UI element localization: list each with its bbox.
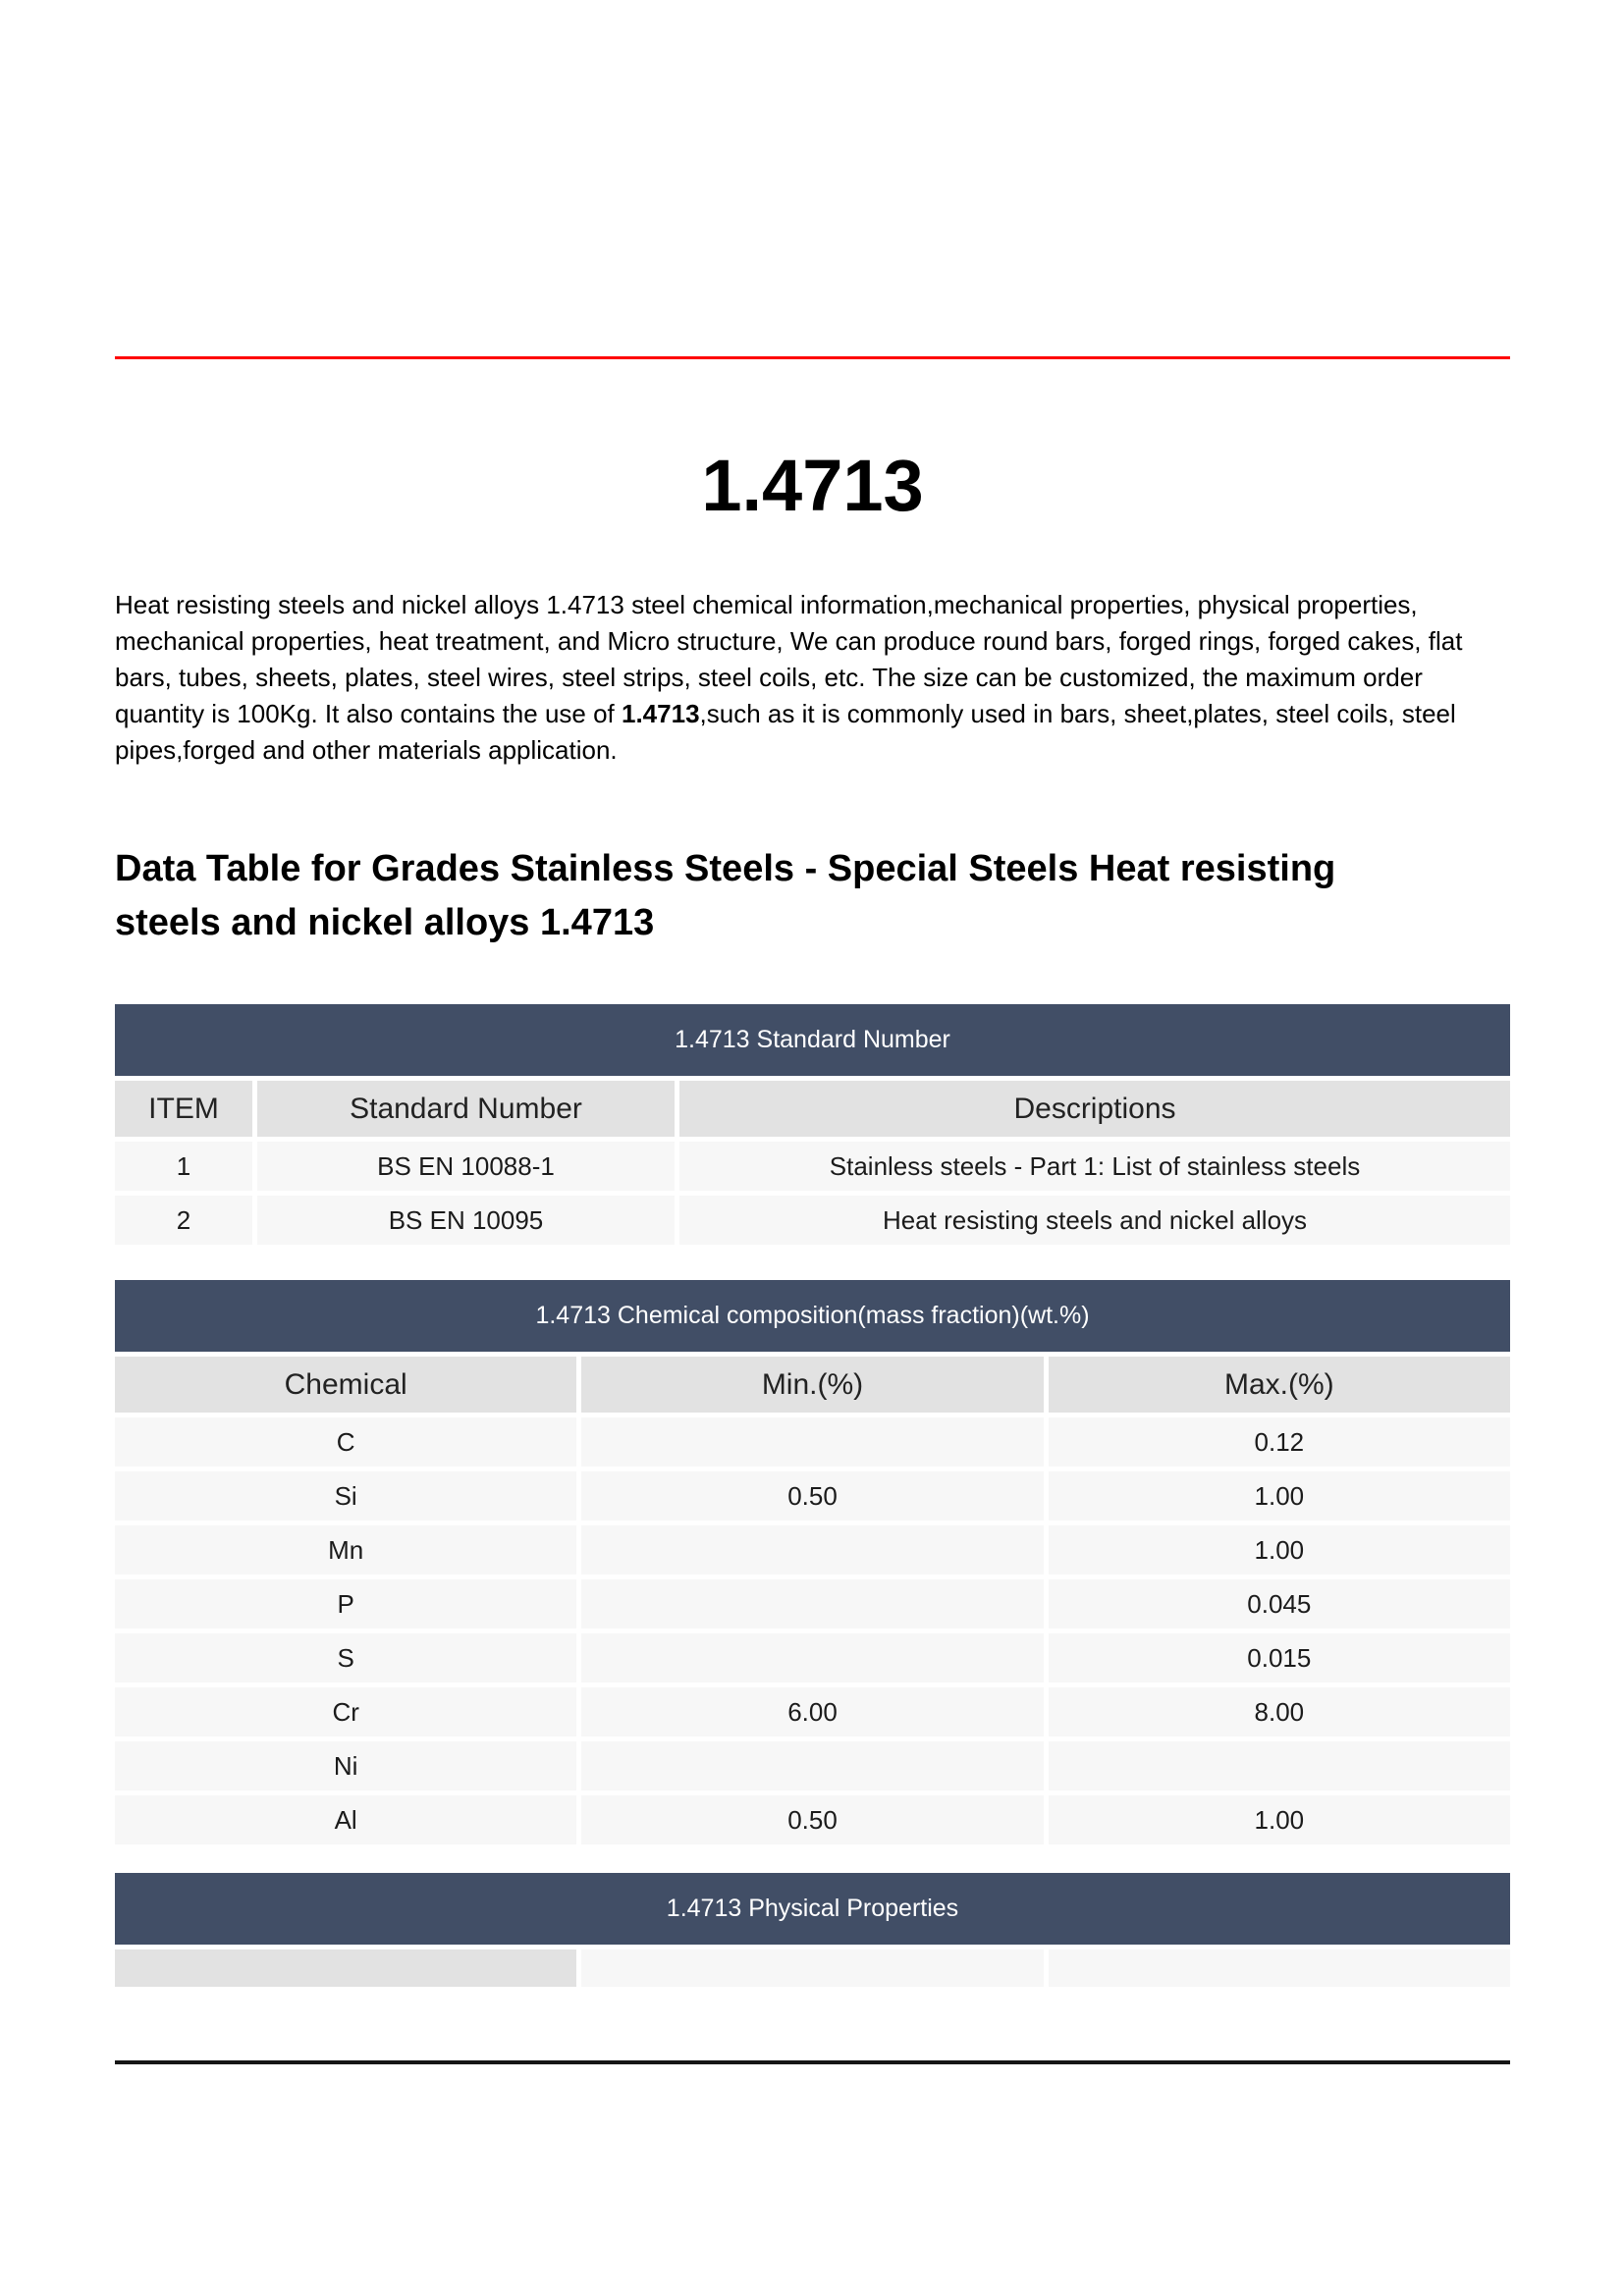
table-cell: Si: [115, 1471, 576, 1521]
table-cell: Cr: [115, 1687, 576, 1736]
table-cell: [581, 1741, 1043, 1790]
table-header-row: [115, 1949, 1510, 1987]
table-cell: C: [115, 1417, 576, 1467]
column-header-cell: Min.(%): [581, 1357, 1043, 1413]
table-title-bar: 1.4713 Chemical composition(mass fraction)(wt.%): [115, 1280, 1510, 1352]
table-cell: 0.015: [1049, 1633, 1510, 1682]
section-heading: [115, 842, 1510, 950]
table-row: [115, 1525, 1510, 1575]
column-header-cell: Descriptions: [679, 1081, 1510, 1137]
table-row: [115, 1471, 1510, 1521]
intro-text-after: ,such as it is commonly used in bars, sheet,plates, steel coils, steel pipes,forged and other materials application.: [115, 699, 1456, 765]
table-cell: 1.00: [1049, 1795, 1510, 1844]
table-row: [115, 1687, 1510, 1736]
table-cell: Al: [115, 1795, 576, 1844]
table-cell: BS EN 10088-1: [257, 1142, 675, 1191]
table-cell: 1.00: [1049, 1471, 1510, 1521]
table-cell: [581, 1525, 1043, 1575]
table-cell: S: [115, 1633, 576, 1682]
table-row: [115, 1741, 1510, 1790]
column-header-cell: [1049, 1949, 1510, 1987]
table-body: [115, 1357, 1510, 1844]
column-header-cell: ITEM: [115, 1081, 252, 1137]
chemical-composition-table: [115, 1280, 1510, 1844]
physical-properties-table: [115, 1873, 1510, 1987]
table-body: [115, 1081, 1510, 1245]
section-heading-line2: steels and nickel alloys 1.4713: [115, 902, 655, 943]
column-header-cell: Chemical: [115, 1357, 576, 1413]
intro-paragraph: [115, 587, 1510, 769]
bottom-black-divider: [115, 2060, 1510, 2064]
table-cell: 8.00: [1049, 1687, 1510, 1736]
table-row: [115, 1142, 1510, 1191]
intro-text-before: Heat resisting steels and nickel alloys 1.4713 steel chemical information,mechanical properties, physical properties, mechanical properties, heat treatment, and Micro structure, We can produce round bars, forged rings, forged cakes, flat bars, tubes, sheets, plates, steel wires, steel strips, steel coils, etc. The size can be customized, the maximum order quantity is 100Kg. It also contains the use of: [115, 590, 1463, 728]
table-header-row: [115, 1357, 1510, 1413]
grade-number-bold: 1.4713: [622, 699, 700, 728]
table-cell: BS EN 10095: [257, 1196, 675, 1245]
table-row: [115, 1633, 1510, 1682]
table-cell: 0.12: [1049, 1417, 1510, 1467]
table-row: [115, 1417, 1510, 1467]
column-header-cell: Max.(%): [1049, 1357, 1510, 1413]
table-cell: Ni: [115, 1741, 576, 1790]
table-cell: [581, 1579, 1043, 1629]
standard-number-table: [115, 1004, 1510, 1245]
table-cell: 1: [115, 1142, 252, 1191]
table-row: [115, 1795, 1510, 1844]
table-cell: Heat resisting steels and nickel alloys: [679, 1196, 1510, 1245]
table-row: [115, 1196, 1510, 1245]
page-title: 1.4713: [701, 445, 924, 526]
table-body: [115, 1949, 1510, 1987]
table-cell: Mn: [115, 1525, 576, 1575]
table-header-row: [115, 1081, 1510, 1137]
table-cell: [581, 1633, 1043, 1682]
table-title-bar: 1.4713 Standard Number: [115, 1004, 1510, 1076]
section-heading-line1: Data Table for Grades Stainless Steels - Special Steels Heat resisting: [115, 848, 1336, 889]
table-cell: 6.00: [581, 1687, 1043, 1736]
table-cell: 2: [115, 1196, 252, 1245]
table-row: [115, 1579, 1510, 1629]
table-title-bar: 1.4713 Physical Properties: [115, 1873, 1510, 1945]
column-header-cell: [115, 1949, 576, 1987]
table-cell: 0.50: [581, 1471, 1043, 1521]
table-cell: [1049, 1741, 1510, 1790]
table-cell: [581, 1417, 1043, 1467]
table-cell: 0.045: [1049, 1579, 1510, 1629]
table-cell: 0.50: [581, 1795, 1043, 1844]
table-cell: 1.00: [1049, 1525, 1510, 1575]
column-header-cell: Standard Number: [257, 1081, 675, 1137]
table-cell: P: [115, 1579, 576, 1629]
table-cell: Stainless steels - Part 1: List of stainless steels: [679, 1142, 1510, 1191]
top-red-divider: [115, 356, 1510, 359]
column-header-cell: [581, 1949, 1043, 1987]
